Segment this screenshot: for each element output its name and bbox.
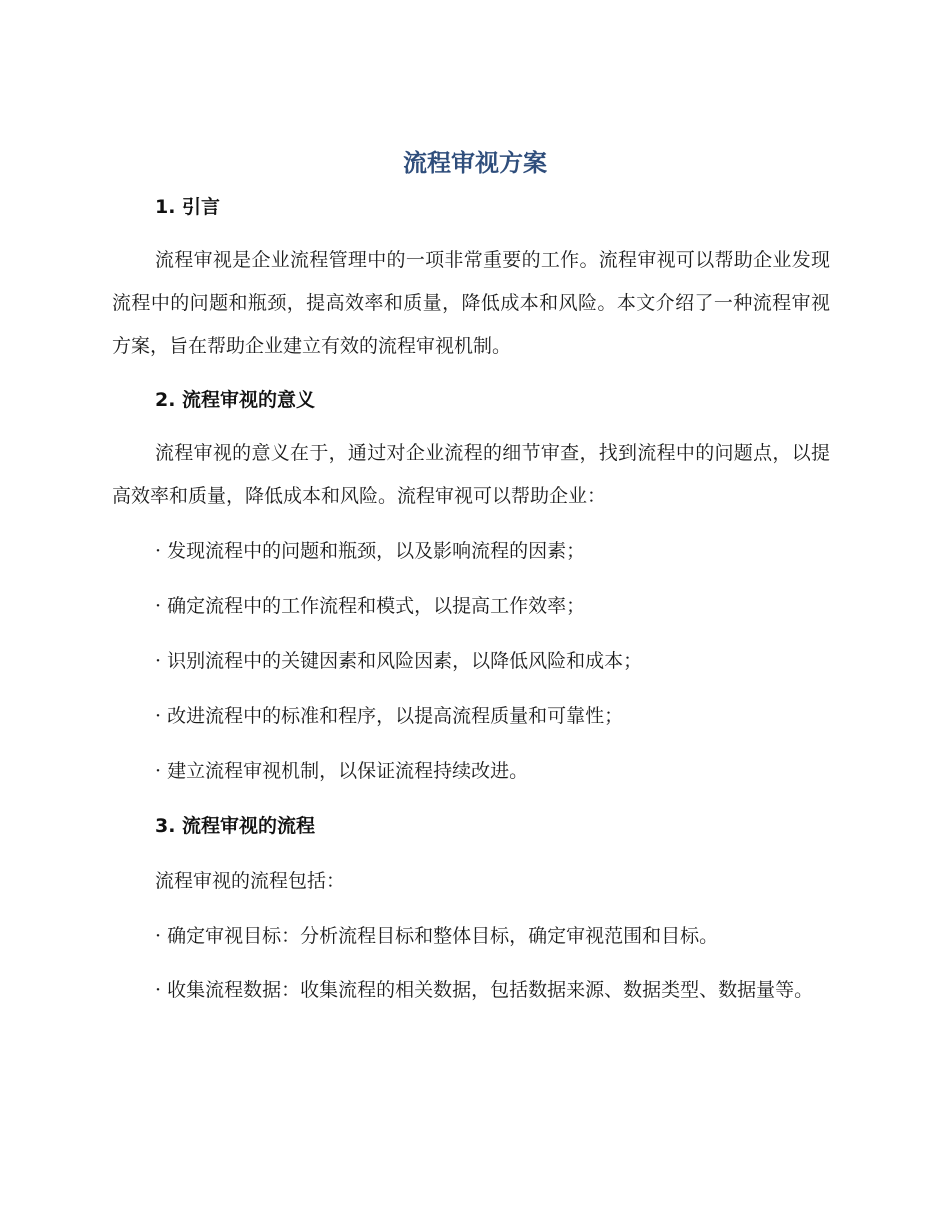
section-1-paragraph: 流程审视是企业流程管理中的一项非常重要的工作。流程审视可以帮助企业发现流程中的问题和瓶颈，提高效率和质量，降低成本和风险。本文介绍了一种流程审视方案，旨在帮助企业建立有效的流程审视机制。 <box>112 249 830 357</box>
section-2-paragraph: 流程审视的意义在于，通过对企业流程的细节审查，找到流程中的问题点，以提高效率和质量，降低成本和风险。流程审视可以帮助企业： <box>112 442 830 507</box>
section-3-bullet-2: · 收集流程数据：收集流程的相关数据，包括数据来源、数据类型、数据量等。 <box>155 979 814 1001</box>
section-2-bullet-4: · 改进流程中的标准和程序，以提高流程质量和可靠性； <box>155 705 624 727</box>
section-2-bullet-3: · 识别流程中的关键因素和风险因素，以降低风险和成本； <box>155 650 643 672</box>
section-1-heading: 1. 引言 <box>155 196 221 218</box>
section-2-bullet-2: · 确定流程中的工作流程和模式，以提高工作效率； <box>155 595 586 617</box>
section-2-bullet-5: · 建立流程审视机制，以保证流程持续改进。 <box>155 760 529 782</box>
section-3-paragraph: 流程审视的流程包括： <box>155 870 346 892</box>
section-2-heading: 2. 流程审视的意义 <box>155 389 316 411</box>
section-3-heading: 3. 流程审视的流程 <box>155 815 316 837</box>
section-3-bullet-1: · 确定审视目标：分析流程目标和整体目标，确定审视范围和目标。 <box>155 925 719 947</box>
document-title: 流程审视方案 <box>403 149 547 177</box>
section-2-bullet-1: · 发现流程中的问题和瓶颈，以及影响流程的因素； <box>155 540 586 562</box>
